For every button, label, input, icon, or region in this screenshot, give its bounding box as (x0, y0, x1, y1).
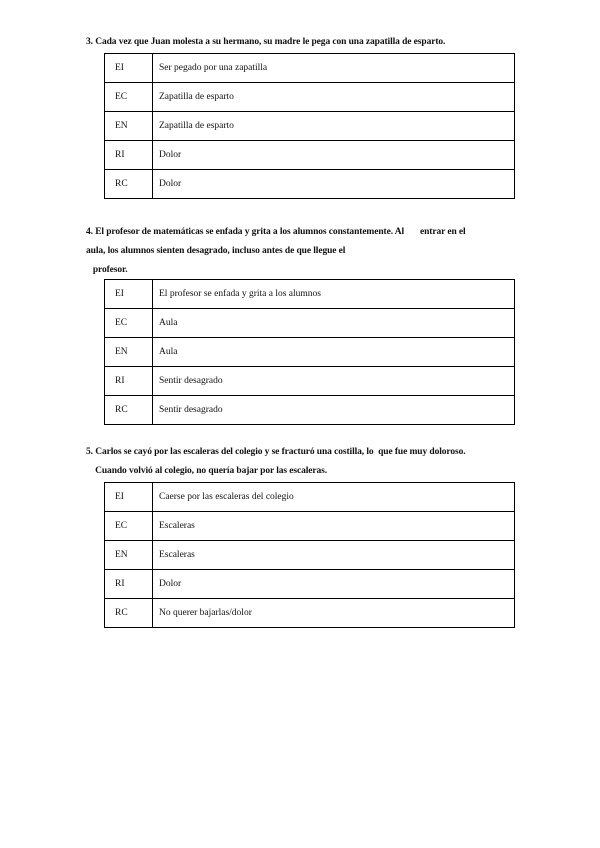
row-value: Ser pegado por una zapatilla (153, 54, 515, 83)
row-key: EC (105, 83, 153, 112)
row-value: Caerse por las escaleras del colegio (153, 483, 515, 512)
question-3-title (86, 33, 518, 52)
row-value: Escaleras (153, 541, 515, 570)
row-value: Zapatilla de esparto (153, 112, 515, 141)
table-row (105, 309, 515, 338)
row-key: EN (105, 338, 153, 367)
row-key: EC (105, 512, 153, 541)
table-row (105, 338, 515, 367)
row-key: RC (105, 599, 153, 628)
table-row (105, 483, 515, 512)
row-value: Dolor (153, 141, 515, 170)
question-4-title-line: aula, los alumnos sienten desagrado, incluso antes de que llegue el (86, 246, 346, 256)
row-value: El profesor se enfada y grita a los alumnos (153, 280, 515, 309)
question-4-title (86, 223, 518, 280)
table-row (105, 141, 515, 170)
question-5-table (104, 482, 515, 628)
row-value: Sentir desagrado (153, 396, 515, 425)
row-value: No querer bajarlas/dolor (153, 599, 515, 628)
row-key: EI (105, 483, 153, 512)
table-row (105, 367, 515, 396)
row-key: RI (105, 570, 153, 599)
row-key: RI (105, 141, 153, 170)
row-key: EN (105, 112, 153, 141)
row-value: Dolor (153, 170, 515, 199)
row-key: EI (105, 280, 153, 309)
row-value: Aula (153, 309, 515, 338)
table-row (105, 570, 515, 599)
table-row (105, 54, 515, 83)
row-key: RC (105, 170, 153, 199)
question-4-title-line: profesor. (86, 265, 128, 275)
row-key: RC (105, 396, 153, 425)
row-key: RI (105, 367, 153, 396)
row-key: EI (105, 54, 153, 83)
row-value: Dolor (153, 570, 515, 599)
table-row (105, 112, 515, 141)
row-value: Zapatilla de esparto (153, 83, 515, 112)
question-3-table (104, 53, 515, 199)
table-row (105, 83, 515, 112)
question-5-title-line: Cuando volvió al colegio, no quería bajar por las escaleras. (86, 466, 328, 476)
table-row (105, 541, 515, 570)
table-row (105, 396, 515, 425)
table-row (105, 599, 515, 628)
row-value: Aula (153, 338, 515, 367)
question-4-title-line: 4. El profesor de matemáticas se enfada y grita a los alumnos constantemente. Al entrar en el (86, 227, 466, 237)
row-value: Sentir desagrado (153, 367, 515, 396)
table-row (105, 170, 515, 199)
row-key: EC (105, 309, 153, 338)
question-4-table (104, 279, 515, 425)
row-value: Escaleras (153, 512, 515, 541)
question-5-title (86, 443, 518, 481)
row-key: EN (105, 541, 153, 570)
question-3-title-line: 3. Cada vez que Juan molesta a su hermano, su madre le pega con una zapatilla de esparto. (86, 37, 446, 47)
table-row (105, 280, 515, 309)
table-row (105, 512, 515, 541)
question-5-title-line: 5. Carlos se cayó por las escaleras del colegio y se fracturó una costilla, lo que fue muy doloroso. (86, 447, 466, 457)
